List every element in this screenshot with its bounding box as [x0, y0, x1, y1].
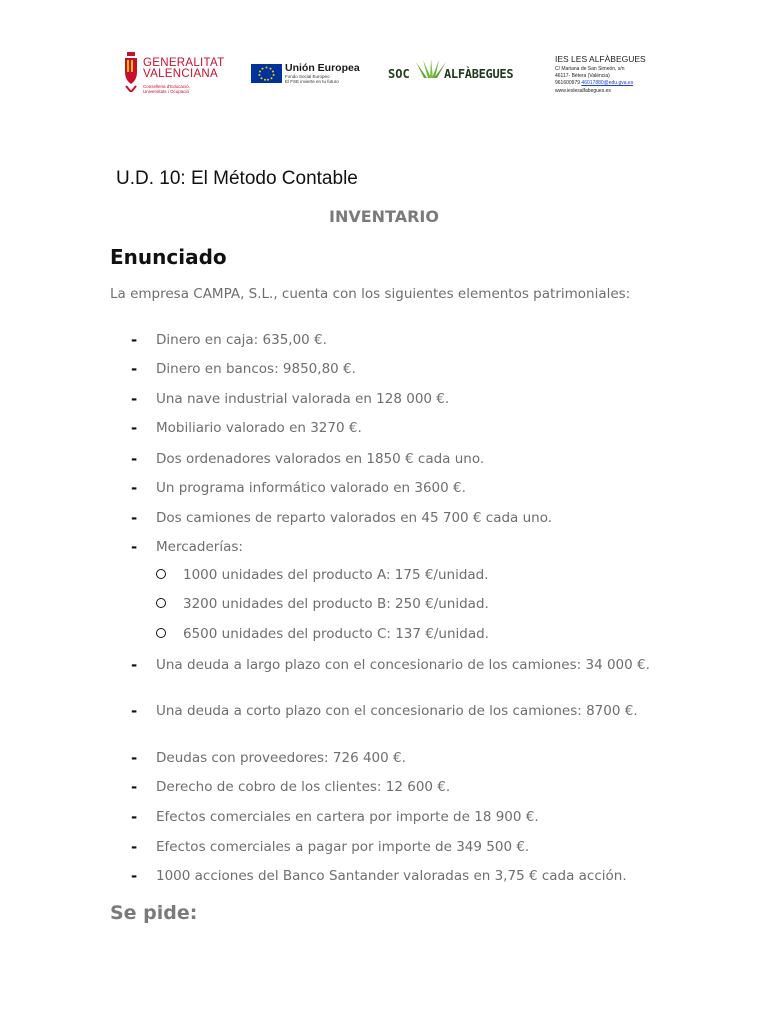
gva-name-line2: VALENCIANA [143, 68, 219, 80]
eu-name: Unión Europea [285, 62, 360, 74]
se-pide-heading: Se pide: [110, 902, 198, 924]
bullet-dash: - [131, 656, 138, 674]
bullet-dash: - [131, 360, 138, 378]
list-item-text: Dinero en caja: 635,00 €. [156, 332, 327, 348]
ies-phone: 961600979 [555, 80, 581, 86]
unit-title: U.D. 10: El Método Contable [116, 168, 358, 189]
gva-department: Conselleria d'Educació, Universitats i Ocupació [143, 84, 190, 94]
eu-fund-line1: Fondo Social Europeo [285, 74, 330, 79]
ies-address-line1: C/ Mariana de San Simeón, s/n [555, 66, 625, 72]
list-item-text: 1000 acciones del Banco Santander valoradas en 3,75 € cada acción. [156, 868, 627, 884]
eu-fund-line2: El FSE invierte en tu futuro [285, 79, 339, 84]
intro-paragraph: La empresa CAMPA, S.L., cuenta con los siguientes elementos patrimoniales: [110, 286, 631, 302]
list-item-text: Un programa informático valorado en 3600 €. [156, 480, 466, 496]
soc-alfabegues-logo [388, 58, 528, 88]
bullet-dash: - [131, 778, 138, 796]
ies-contact [555, 80, 633, 86]
bullet-dash: - [131, 808, 138, 826]
gva-name-line1: GENERALITAT [143, 57, 225, 69]
bullet-dash: - [131, 702, 138, 720]
soc-text: SOC [388, 67, 410, 81]
bullet-dash: - [131, 838, 138, 856]
list-item-text: Mercaderías: [156, 539, 243, 555]
list-item-text: Dos ordenadores valorados en 1850 € cada uno. [156, 451, 485, 467]
list-item-text: Derecho de cobro de los clientes: 12 600 €. [156, 779, 451, 795]
bullet-dash: - [131, 419, 138, 437]
bullet-dash: - [131, 538, 138, 556]
union-europea-logo [251, 62, 366, 86]
list-item-text: Una deuda a corto plazo con el concesionario de los camiones: 8700 €. [156, 703, 638, 719]
header-logos [0, 48, 768, 100]
bullet-dash: - [131, 390, 138, 408]
list-item-text: Mobiliario valorado en 3270 €. [156, 420, 362, 436]
green-leaf-icon [414, 58, 448, 80]
bullet-dash: - [131, 479, 138, 497]
alfabegues-text: ALFÀBEGUES [444, 67, 514, 81]
ies-email: 46017880@edu.gva.es [581, 80, 634, 86]
ies-les-alfabegues-logo [555, 54, 655, 98]
circle-bullet-icon [156, 628, 166, 638]
generalitat-valenciana-logo [124, 50, 224, 96]
sub-list-item-text: 1000 unidades del producto A: 175 €/unidad. [183, 567, 489, 583]
list-item-text: Efectos comerciales en cartera por importe de 18 900 €. [156, 809, 539, 825]
list-item-text: Deudas con proveedores: 726 400 €. [156, 750, 406, 766]
circle-bullet-icon [156, 569, 166, 579]
list-item-text: Efectos comerciales a pagar por importe de 349 500 €. [156, 839, 530, 855]
ies-address-line2: 46117- Bétera (València) [555, 73, 610, 79]
list-item-text: Dinero en bancos: 9850,80 €. [156, 361, 356, 377]
eu-flag-icon [251, 64, 282, 83]
eu-fund [285, 74, 339, 84]
bullet-dash: - [131, 450, 138, 468]
list-item-text: Una nave industrial valorada en 128 000 €. [156, 391, 450, 407]
sub-list-item-text: 6500 unidades del producto C: 137 €/unidad. [183, 626, 489, 642]
list-item-text: Una deuda a largo plazo con el concesionario de los camiones: 34 000 €. [156, 657, 650, 673]
section-title: INVENTARIO [329, 207, 439, 226]
enunciado-heading: Enunciado [110, 245, 227, 269]
gva-shield-icon [124, 52, 138, 92]
circle-bullet-icon [156, 598, 166, 608]
bullet-dash: - [131, 509, 138, 527]
bullet-dash: - [131, 749, 138, 767]
sub-list-item-text: 3200 unidades del producto B: 250 €/unidad. [183, 596, 489, 612]
ies-name: IES LES ALFÀBEGUES [555, 54, 646, 64]
bullet-dash: - [131, 331, 138, 349]
list-item-text: Dos camiones de reparto valorados en 45 700 € cada uno. [156, 510, 553, 526]
bullet-dash: - [131, 867, 138, 885]
ies-web[interactable]: www.ieslesalfabegues.es [555, 88, 611, 94]
